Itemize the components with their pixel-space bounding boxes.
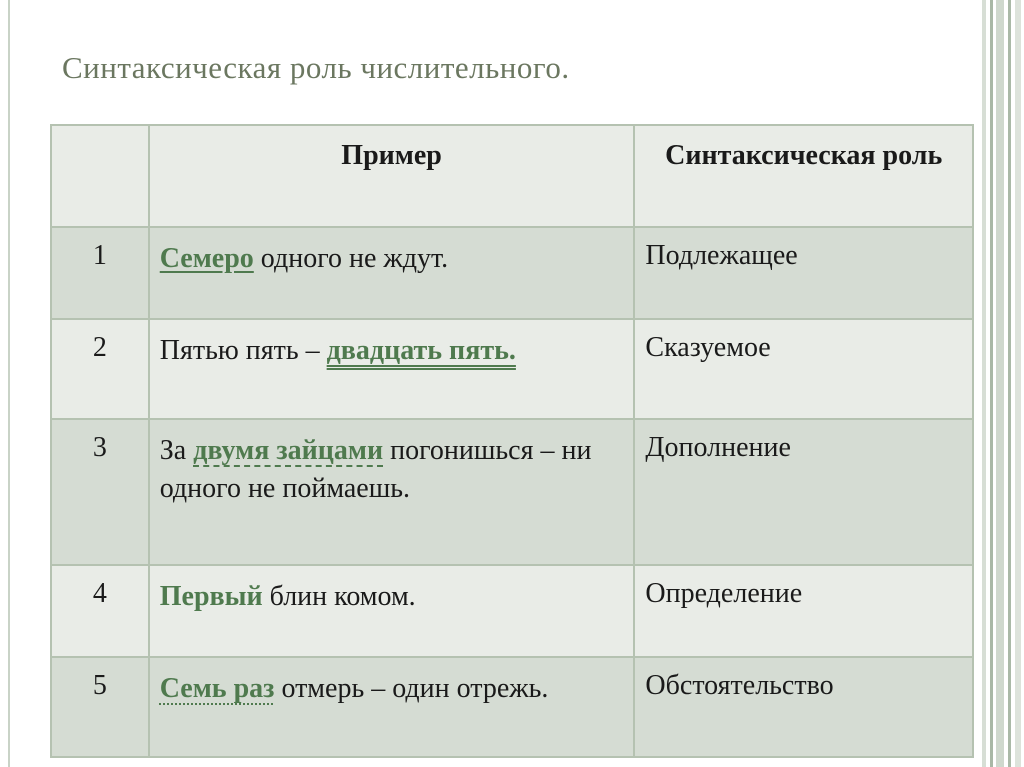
header-role: Синтаксическая роль (634, 125, 973, 227)
example-after: погонишься – ни одного не поймаешь. (159, 435, 592, 504)
numeral-adverbial: Семь раз (159, 673, 275, 704)
row-role: Обстоятельство (634, 657, 973, 757)
row-example (149, 227, 635, 319)
row-number: 4 (51, 565, 149, 657)
table-row (51, 657, 973, 757)
table-header-row (51, 125, 973, 227)
header-example: Пример (149, 125, 635, 227)
example-after: блин комом. (262, 581, 416, 612)
row-role: Определение (634, 565, 973, 657)
table-row (51, 319, 973, 419)
table-row (51, 227, 973, 319)
header-number (51, 125, 149, 227)
table-row (51, 565, 973, 657)
row-example (149, 319, 635, 419)
numeral-attribute: Первый (159, 581, 263, 612)
row-number: 3 (51, 419, 149, 565)
numeral-subject: Семеро (159, 243, 254, 274)
row-role: Подлежащее (634, 227, 973, 319)
row-number: 1 (51, 227, 149, 319)
example-before: За (159, 435, 194, 466)
example-after: одного не ждут. (253, 243, 449, 274)
syntax-role-table (50, 124, 974, 758)
row-example (149, 657, 635, 757)
numeral-predicate: двадцать пять. (326, 335, 516, 366)
table-row (51, 419, 973, 565)
numeral-object: двумя зайцами (193, 435, 384, 466)
row-number: 2 (51, 319, 149, 419)
slide-title: Синтаксическая роль числительного. (62, 50, 570, 85)
decorative-stripes (982, 0, 1024, 767)
example-before: Пятью пять – (159, 335, 327, 366)
row-number: 5 (51, 657, 149, 757)
example-after: отмерь – один отрежь. (274, 673, 549, 704)
row-example (149, 419, 635, 565)
row-role: Дополнение (634, 419, 973, 565)
row-role: Сказуемое (634, 319, 973, 419)
row-example (149, 565, 635, 657)
